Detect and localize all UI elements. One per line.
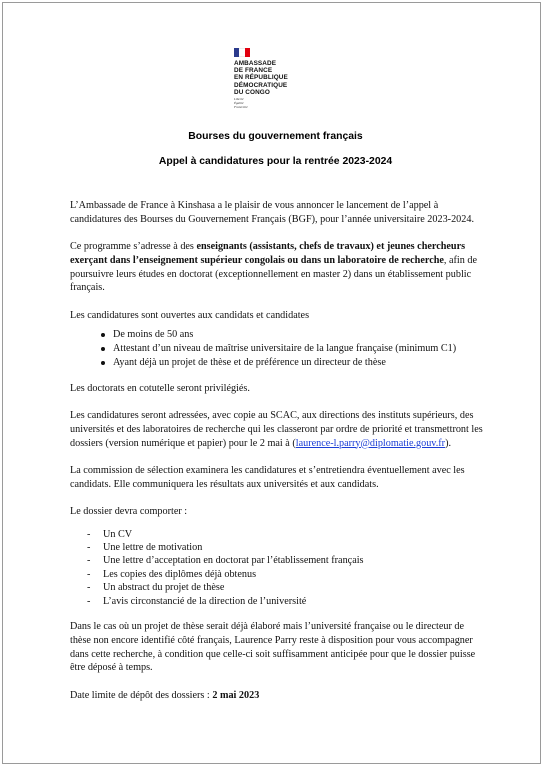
submission-text: Les candidatures seront adressées, avec copie au SCAC, aux directions des instituts supérieurs, des universités et des laboratoires de recherche qui les classeront par ordre de priorité et transmettront les dossiers (version numérique et papier) pour le 2 mai à ( — [70, 409, 483, 449]
deadline-date: 2 mai 2023 — [212, 689, 260, 701]
dossier-item-text: Un CV — [103, 528, 133, 540]
list-item — [87, 528, 485, 541]
document-body — [70, 199, 485, 716]
dossier-item-text: L’avis circonstancié de la direction de l’université — [103, 595, 307, 607]
dash-icon: - — [87, 568, 91, 580]
motto-line-3: Fraternité — [234, 105, 248, 110]
bullet-icon — [101, 347, 105, 351]
dossier-item-text: Un abstract du projet de thèse — [103, 582, 225, 594]
document-title: Bourses du gouvernement français — [188, 131, 363, 142]
dossier-list — [70, 528, 485, 608]
dash-icon: - — [87, 541, 91, 553]
embassy-logo — [234, 48, 304, 109]
list-item — [101, 356, 485, 370]
document-page — [2, 2, 541, 764]
dossier-item-text: Une lettre d’acceptation en doctorat par l’établissement français — [103, 555, 364, 567]
cotutelle-paragraph: Les doctorats en cotutelle seront privilégiés. — [70, 382, 250, 394]
list-item — [87, 595, 485, 608]
dossier-item-text: Une lettre de motivation — [103, 541, 203, 553]
deadline-label: Date limite de dépôt des dossiers : — [70, 689, 213, 701]
support-paragraph: Dans le cas où un projet de thèse serait déjà élaboré mais l’université française ou le directeur de thèse non encore identifié côté français, Laurence Parry reste à disposition pour vous accompagner dans cette recherche, à condition que celle-ci soit suffisamment anticipée pour que le dossier puisse être déposé à temps. — [70, 620, 476, 674]
dash-icon: - — [87, 528, 91, 540]
programme-tail: , afin de poursuivre leurs études en doctorat (exceptionnellement en master 2) dans un établissement public français. — [70, 254, 478, 294]
submission-paragraph — [70, 409, 485, 450]
programme-lead: Ce programme s’adresse à des — [70, 240, 197, 252]
list-item — [87, 581, 485, 594]
programme-paragraph — [70, 240, 485, 295]
criteria-text: Attestant d’un niveau de maîtrise universitaire de la langue française (minimum C1) — [113, 343, 457, 355]
list-item — [87, 568, 485, 581]
logo-line-5: DU CONGO — [234, 88, 270, 96]
logo-motto — [234, 97, 304, 109]
logo-line-3: EN RÉPUBLIQUE — [234, 74, 288, 82]
list-item — [87, 541, 485, 554]
motto-line-1: Liberté — [234, 97, 244, 102]
dossier-item-text: Les copies des diplômes déjà obtenus — [103, 568, 257, 580]
programme-bold: enseignants (assistants, chefs de travaux) et jeunes chercheurs exerçant dans l’enseignement supérieur congolais ou dans un laboratoire de recherche — [70, 240, 466, 266]
logo-line-1: AMBASSADE — [234, 60, 277, 67]
intro-paragraph: L’Ambassade de France à Kinshasa a le plaisir de vous annoncer le lancement de l’appel à candidatures des Bourses du Gouvernement Français (BGF), pour l’année universitaire 2023-2024. — [70, 200, 474, 225]
dossier-intro: Le dossier devra comporter : — [70, 505, 188, 517]
dash-icon: - — [87, 582, 91, 594]
dash-icon: - — [87, 595, 91, 607]
french-flag-icon — [234, 48, 250, 57]
logo-line-4: DÉMOCRATIQUE — [234, 81, 288, 89]
email-link[interactable]: laurence-l.parry@diplomatie.gouv.fr — [295, 437, 446, 449]
list-item — [87, 554, 485, 567]
deadline-paragraph — [70, 689, 485, 703]
criteria-text: De moins de 50 ans — [113, 329, 194, 341]
document-subtitle: Appel à candidatures pour la rentrée 2023-2024 — [158, 156, 393, 167]
submission-end: ). — [445, 437, 452, 449]
open-to-paragraph: Les candidatures sont ouvertes aux candidats et candidates — [70, 309, 310, 321]
list-item — [101, 342, 485, 356]
logo-line-2: DE FRANCE — [234, 67, 273, 75]
commission-paragraph: La commission de sélection examinera les candidatures et s’entretiendra éventuellement avec les candidats. Elle communiquera les résultats aux universités et aux candidats. — [70, 464, 465, 490]
list-item — [101, 328, 485, 342]
bullet-icon — [101, 361, 105, 365]
criteria-text: Ayant déjà un projet de thèse et de préférence un directeur de thèse — [113, 356, 386, 368]
motto-line-2: Égalité — [234, 101, 244, 106]
criteria-list — [70, 328, 485, 369]
dash-icon: - — [87, 555, 91, 567]
bullet-icon — [101, 333, 105, 337]
flag-red-stripe — [245, 48, 250, 57]
